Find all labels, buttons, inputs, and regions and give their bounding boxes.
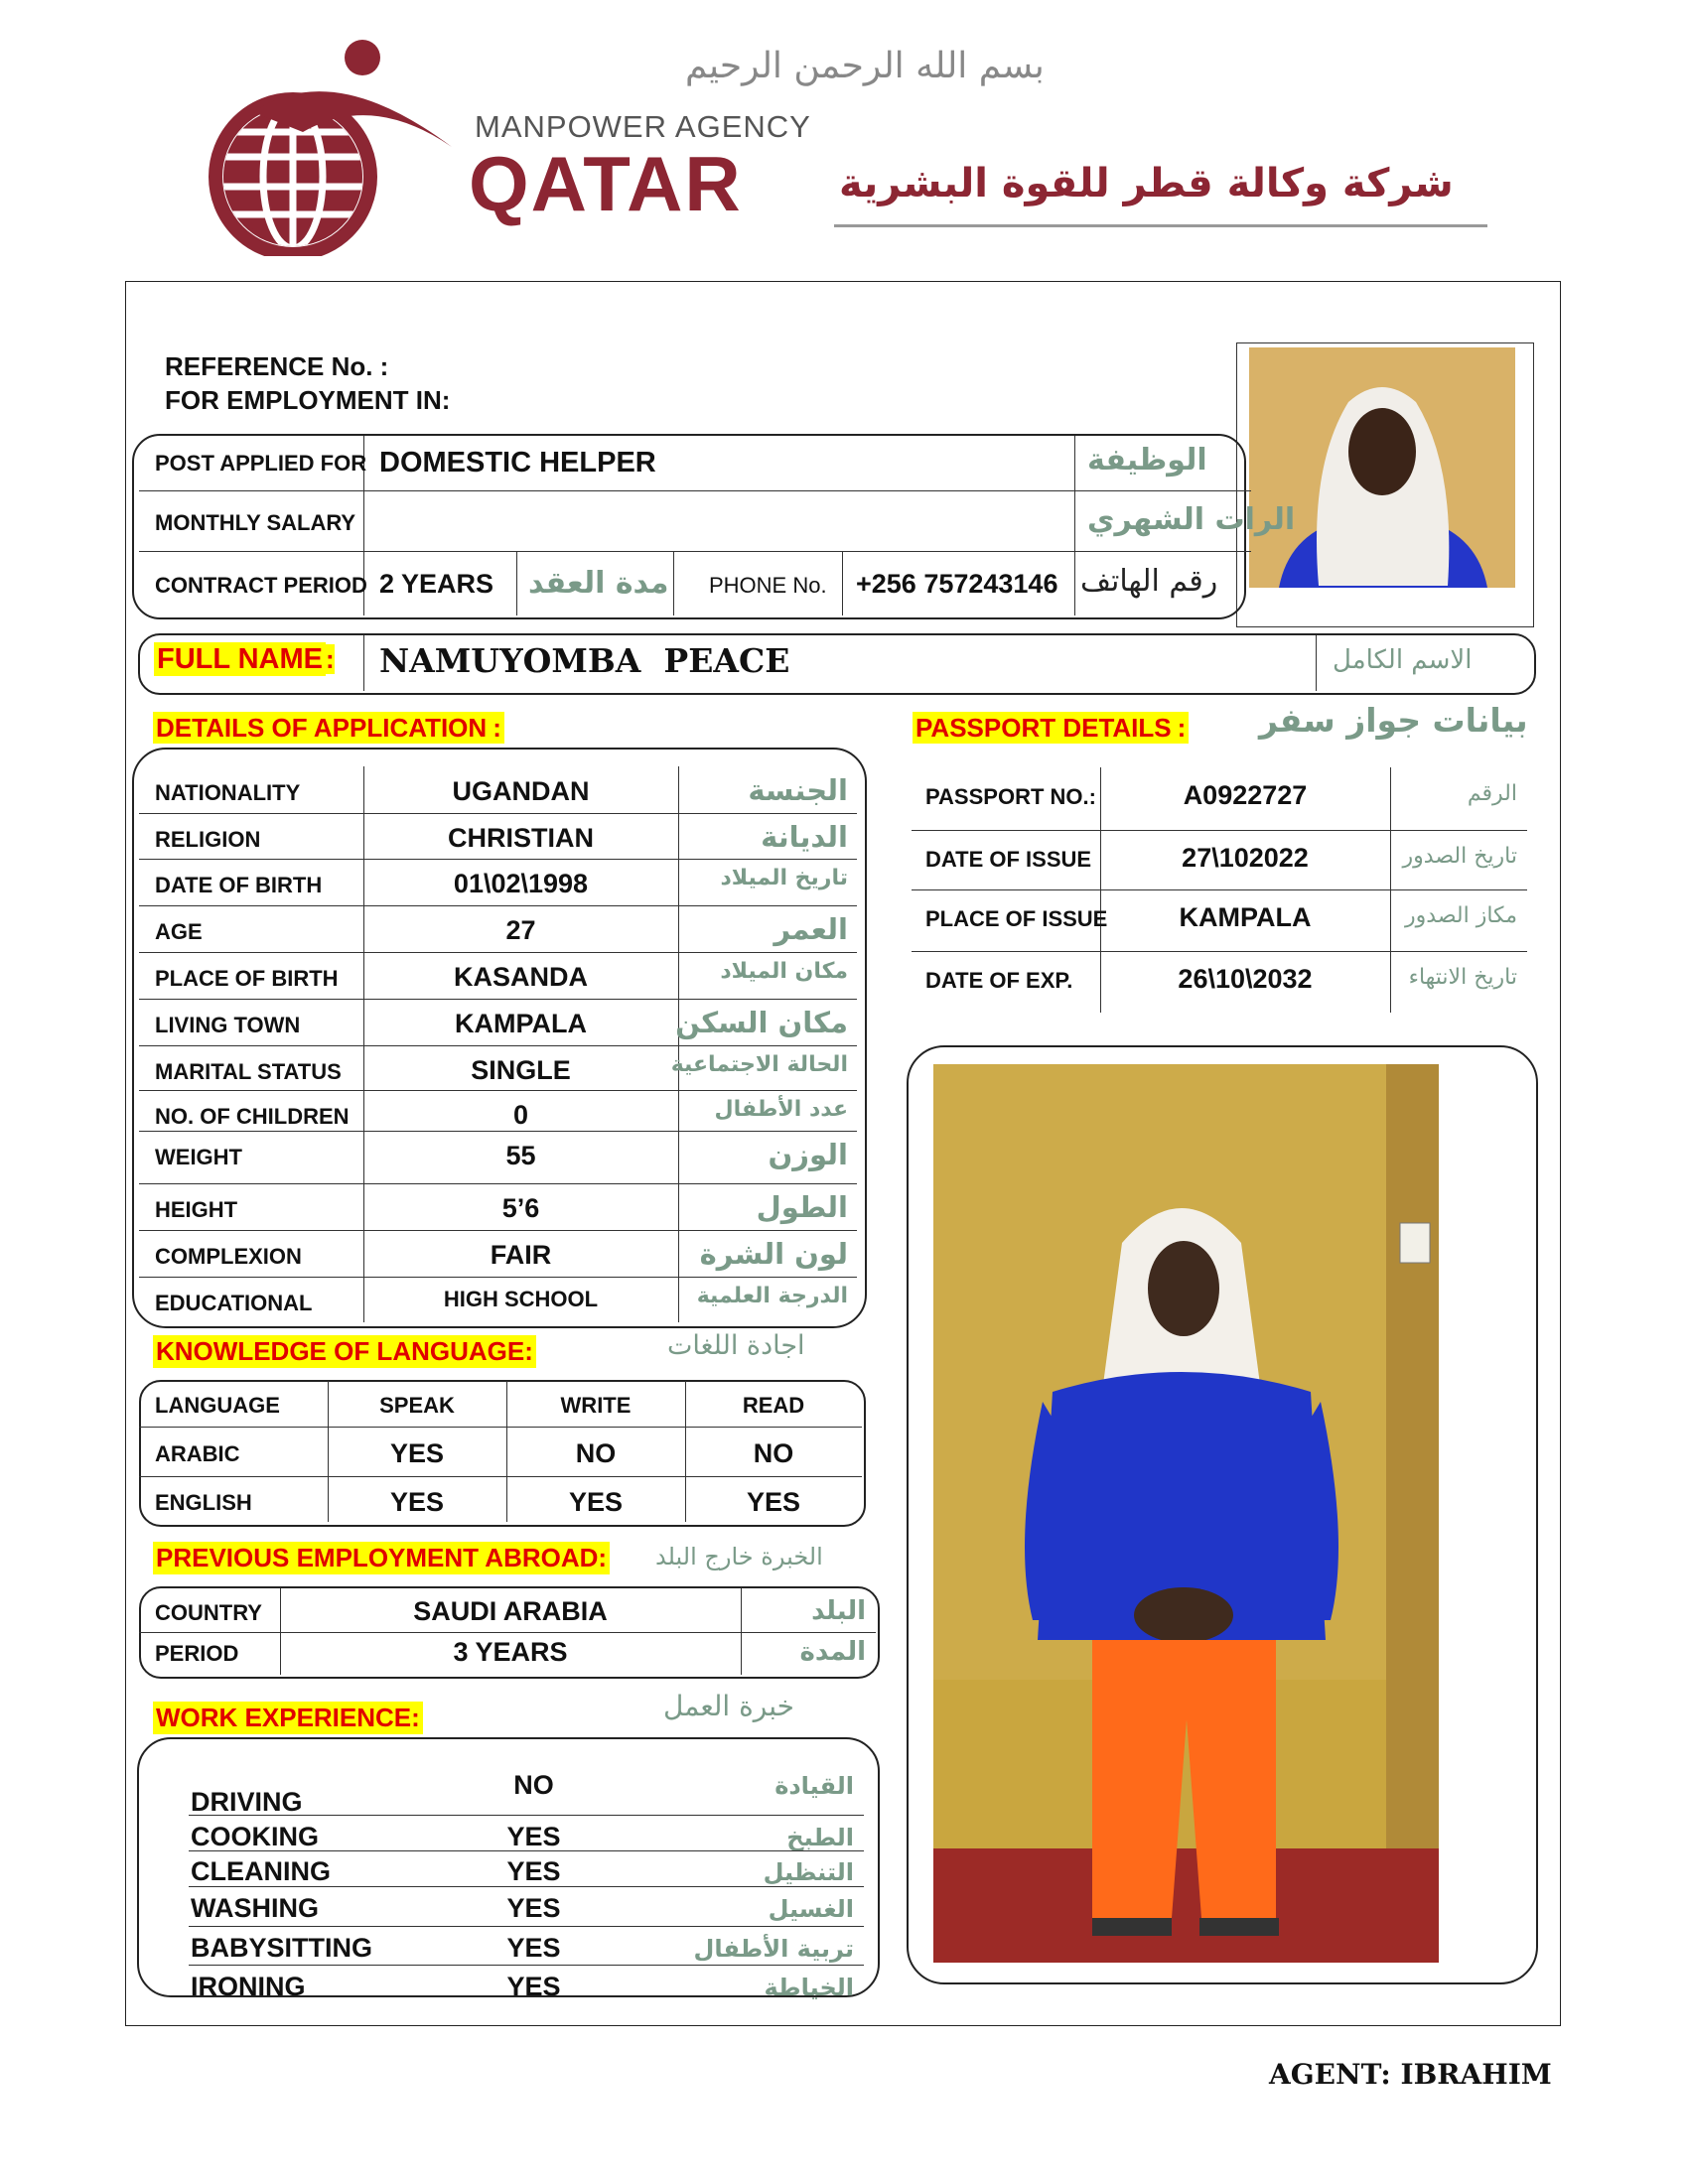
application-row-label: DATE OF BIRTH [155, 873, 323, 897]
application-row-ar: مكان الميلاد [720, 959, 848, 984]
full-name-label [154, 643, 335, 676]
application-row-divider [139, 859, 857, 860]
language-name-cell: ENGLISH [155, 1490, 252, 1515]
work-row-label: WASHING [191, 1893, 320, 1923]
work-row-value: YES [506, 1822, 561, 1851]
application-row-label: NATIONALITY [155, 780, 301, 805]
application-row-label: PLACE OF BIRTH [155, 966, 339, 991]
contract-ar: مدة العقد [528, 566, 669, 601]
application-row-value: HIGH SCHOOL [443, 1287, 599, 1311]
application-row-label: NO. OF CHILDREN [155, 1104, 350, 1129]
employment-label: FOR EMPLOYMENT IN: [165, 385, 451, 415]
previous-row-ar: المدة [799, 1637, 866, 1667]
language-skill-cell: YES [389, 1438, 445, 1468]
work-row-value: NO [513, 1770, 554, 1800]
work-row-label: BABYSITTING [191, 1933, 373, 1963]
application-row-ar: الجنسة [748, 773, 848, 807]
full-body-photo [933, 1064, 1439, 1963]
application-row-value: KAMPALA [455, 1009, 587, 1038]
work-row-divider [189, 1850, 864, 1851]
application-row-ar: العمر [774, 912, 848, 946]
application-row-value: UGANDAN [452, 776, 590, 806]
application-row-value: FAIR [490, 1240, 552, 1270]
full-name-label-text: FULL NAME [154, 642, 326, 676]
application-row-ar: عدد الأطفال [714, 1097, 848, 1122]
application-row-ar: الدرجة العلمية [696, 1284, 848, 1308]
previous-row-label: COUNTRY [155, 1600, 262, 1625]
work-row-value: YES [506, 1856, 561, 1886]
agent-label: AGENT: IBRAHIM [1269, 2058, 1552, 2091]
header-rule [834, 224, 1487, 227]
profile-photo [1249, 347, 1515, 588]
application-row-divider [139, 999, 857, 1000]
language-header-cell: LANGUAGE [155, 1393, 280, 1418]
full-name-ar: الاسم الكامل [1333, 645, 1473, 675]
application-row-label: EDUCATIONAL [155, 1291, 313, 1315]
salary-ar: الرات الشهري [1087, 502, 1296, 537]
full-name-row [138, 633, 1536, 695]
work-row-value: YES [506, 1893, 561, 1923]
agency-logo [184, 38, 472, 256]
application-row-value: KASANDA [454, 962, 588, 992]
work-row-ar: تربية الأطفال [693, 1935, 854, 1963]
phone-value: +256 757243146 [856, 569, 1058, 599]
work-row-value: YES [506, 1972, 561, 2001]
language-name-cell: ARABIC [155, 1441, 240, 1466]
application-row-divider [139, 1045, 857, 1046]
work-title: WORK EXPERIENCE: [153, 1702, 423, 1734]
agency-name: QATAR [469, 140, 743, 227]
application-row-label: HEIGHT [155, 1197, 238, 1222]
application-row-label: LIVING TOWN [155, 1013, 301, 1037]
work-row-label: DRIVING [191, 1787, 303, 1817]
application-row-label: RELIGION [155, 827, 261, 852]
application-row-ar: تاريخ الميلاد [720, 866, 848, 890]
work-row-value: YES [506, 1933, 561, 1963]
application-row-label: COMPLEXION [155, 1244, 302, 1269]
profile-photo-frame [1236, 342, 1534, 627]
passport-title-colon: : [1175, 712, 1190, 744]
application-row-ar: الحالة الاجتماعية [670, 1052, 848, 1077]
previous-row-label: PERIOD [155, 1641, 239, 1666]
work-row-ar: الطبخ [786, 1824, 854, 1851]
language-title: KNOWLEDGE OF LANGUAGE: [153, 1335, 536, 1368]
work-row-ar: الخياطة [764, 1974, 854, 2001]
reference-label: REFERENCE No. : [165, 351, 389, 381]
work-row-ar: الغسيل [768, 1895, 854, 1923]
application-row-divider [139, 1090, 857, 1091]
application-row-label: MARITAL STATUS [155, 1059, 342, 1084]
application-row-divider [139, 1230, 857, 1231]
passport-row-ar: مكاز الصدور [1405, 903, 1517, 928]
passport-row-value: 26\10\2032 [1178, 964, 1313, 994]
salary-label: MONTHLY SALARY [155, 510, 356, 535]
work-row-ar: القيادة [774, 1772, 854, 1800]
work-row-divider [189, 1965, 864, 1966]
work-title-ar: خبرة العمل [663, 1690, 794, 1722]
application-row-value: SINGLE [471, 1055, 571, 1085]
passport-row-value: A0922727 [1183, 780, 1308, 810]
language-header-cell: READ [742, 1393, 805, 1418]
application-row-divider [139, 952, 857, 953]
post-ar: الوظيفة [1087, 443, 1207, 478]
passport-row-value: 27\102022 [1182, 843, 1309, 873]
previous-row-value: 3 YEARS [453, 1637, 568, 1667]
post-value: DOMESTIC HELPER [379, 447, 656, 478]
passport-title-ar: بيانات جواز سفر [1259, 701, 1528, 740]
previous-row-value: SAUDI ARABIA [413, 1596, 608, 1626]
work-row-divider [189, 1926, 864, 1927]
language-header-cell: SPEAK [379, 1393, 455, 1418]
application-row-divider [139, 1277, 857, 1278]
previous-row-ar: البلد [811, 1596, 866, 1626]
passport-row-ar: تاريخ الصدور [1402, 844, 1517, 869]
language-skill-cell: NO [753, 1438, 794, 1468]
application-title-colon: : [490, 712, 504, 744]
passport-row-label: DATE OF ISSUE [925, 847, 1092, 872]
application-title-text: DETAILS OF APPLICATION [153, 712, 490, 744]
passport-row-ar: الرقم [1467, 781, 1517, 806]
application-row-value: 27 [505, 915, 536, 945]
passport-row-label: PLACE OF ISSUE [925, 906, 1108, 931]
work-row-ar: التنظيل [763, 1858, 854, 1886]
language-title-ar: اجادة اللغات [667, 1330, 805, 1361]
application-row-value: CHRISTIAN [448, 823, 594, 853]
application-row-ar: الديانة [761, 820, 848, 854]
application-row-value: 01\02\1998 [453, 869, 589, 898]
full-name-colon: : [326, 644, 335, 674]
application-row-divider [139, 1131, 857, 1132]
post-label: POST APPLIED FOR [155, 451, 367, 476]
agency-subtitle: MANPOWER AGENCY [475, 109, 811, 144]
work-row-label: COOKING [191, 1822, 320, 1851]
passport-title [913, 713, 1189, 744]
application-row-ar: الطول [756, 1190, 848, 1224]
passport-row-divider [912, 830, 1527, 831]
application-row-ar: الوزن [768, 1138, 848, 1171]
passport-row-ar: تاريخ الانتهاء [1408, 965, 1517, 990]
work-row-label: CLEANING [191, 1856, 331, 1886]
language-skill-cell: NO [575, 1438, 617, 1468]
contract-value: 2 YEARS [379, 569, 494, 599]
contract-label: CONTRACT PERIOD [155, 573, 367, 598]
work-row-label: IRONING [191, 1972, 306, 2001]
passport-row-label: PASSPORT NO.: [925, 784, 1096, 809]
phone-ar: رقم الهاتف [1080, 564, 1218, 599]
application-row-ar: لون الشرة [699, 1237, 848, 1271]
agency-arabic-name: شركة وكالة قطر للقوة البشرية [839, 161, 1454, 206]
application-row-value: 55 [505, 1141, 536, 1170]
application-row-value: 0 [512, 1100, 529, 1130]
full-name-value: NAMUYOMBA PEACE [379, 641, 790, 680]
application-row-ar: مكان السكن [675, 1006, 848, 1039]
application-row-label: AGE [155, 919, 203, 944]
language-skill-cell: YES [389, 1487, 445, 1517]
bismillah: بسم الله الرحمن الرحيم [685, 46, 1045, 86]
application-row-value: 5’6 [501, 1193, 540, 1223]
work-row-divider [189, 1886, 864, 1887]
previous-title: PREVIOUS EMPLOYMENT ABROAD: [153, 1542, 610, 1574]
application-row-divider [139, 905, 857, 906]
passport-row-label: DATE OF EXP. [925, 968, 1073, 993]
language-header-cell: WRITE [560, 1393, 632, 1418]
application-title [153, 713, 504, 744]
passport-row-value: KAMPALA [1179, 902, 1312, 932]
passport-title-text: PASSPORT DETAILS [913, 712, 1175, 744]
work-row-divider [189, 1815, 864, 1816]
language-skill-cell: YES [746, 1487, 801, 1517]
language-skill-cell: YES [568, 1487, 624, 1517]
passport-row-divider [912, 889, 1527, 890]
passport-row-divider [912, 951, 1527, 952]
application-row-label: WEIGHT [155, 1145, 242, 1169]
application-row-divider [139, 1183, 857, 1184]
phone-label: PHONE No. [709, 573, 827, 598]
previous-title-ar: الخبرة خارج البلد [655, 1543, 823, 1570]
application-row-divider [139, 813, 857, 814]
